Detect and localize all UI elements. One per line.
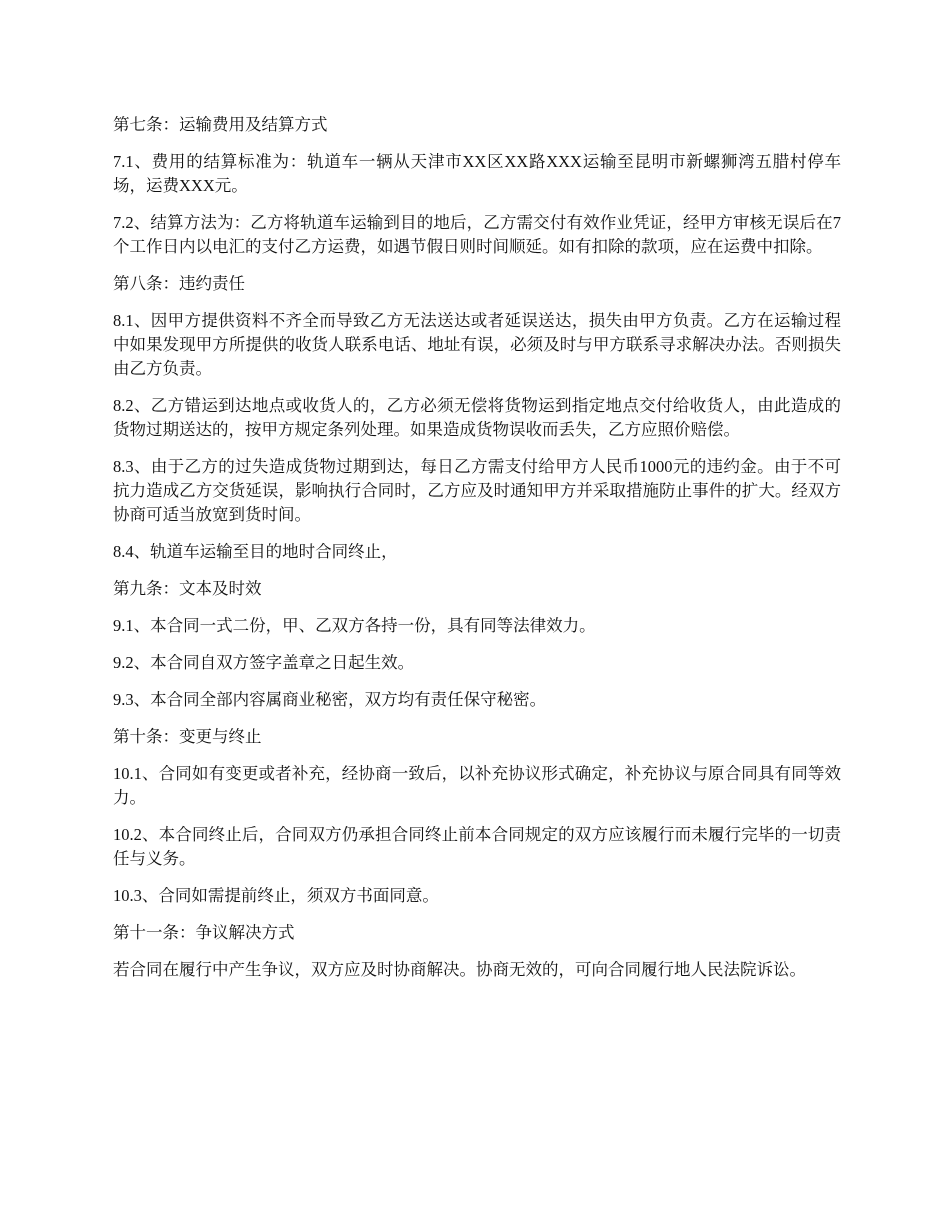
clause-9-3: 9.3、本合同全部内容属商业秘密，双方均有责任保守秘密。 [113, 690, 547, 709]
clause-10-1: 10.1、合同如有变更或者补充，经协商一致后，以补充协议形式确定，补充协议与原合同具有同等效力。 [113, 764, 841, 807]
document-page [113, 113, 841, 995]
clause-8-3: 8.3、由于乙方的过失造成货物过期到达，每日乙方需支付给甲方人民币1000元的违约金。由于不可抗力造成乙方交货延误，影响执行合同时，乙方应及时通知甲方并采取措施防止事件的扩大。经双方协商可适当放宽到货时间。 [113, 457, 841, 524]
clause-10-3: 10.3、合同如需提前终止，须双方书面同意。 [113, 886, 439, 905]
article-8-heading: 第八条：违约责任 [113, 274, 245, 293]
clause-10-2: 10.2、本合同终止后，合同双方仍承担合同终止前本合同规定的双方应该履行而未履行完毕的一切责任与义务。 [113, 825, 841, 868]
clause-8-4: 8.4、轨道车运输至目的地时合同终止， [113, 542, 398, 561]
clause-7-1: 7.1、费用的结算标准为：轨道车一辆从天津市XX区XX路XXX运输至昆明市新螺狮湾五腊村停车场，运费XXX元。 [113, 152, 841, 195]
clause-8-2: 8.2、乙方错运到达地点或收货人的，乙方必须无偿将货物运到指定地点交付给收货人，由此造成的货物过期送达的，按甲方规定条列处理。如果造成货物误收而丢失，乙方应照价赔偿。 [113, 396, 841, 439]
dispute-resolution-text: 若合同在履行中产生争议，双方应及时协商解决。协商无效的，可向合同履行地人民法院诉讼。 [113, 960, 806, 979]
article-7-heading: 第七条：运输费用及结算方式 [113, 115, 328, 134]
clause-9-1: 9.1、本合同一式二份，甲、乙双方各持一份，具有同等法律效力。 [113, 616, 596, 635]
article-9-heading: 第九条：文本及时效 [113, 579, 262, 598]
clause-8-1: 8.1、因甲方提供资料不齐全而导致乙方无法送达或者延误送达，损失由甲方负责。乙方在运输过程中如果发现甲方所提供的收货人联系电话、地址有误，必须及时与甲方联系寻求解决办法。否则损失由乙方负责。 [113, 311, 841, 378]
article-10-heading: 第十条：变更与终止 [113, 727, 262, 746]
article-11-heading: 第十一条：争议解决方式 [113, 923, 295, 942]
clause-9-2: 9.2、本合同自双方签字盖章之日起生效。 [113, 653, 415, 672]
clause-7-2: 7.2、结算方法为：乙方将轨道车运输到目的地后，乙方需交付有效作业凭证，经甲方审核无误后在7个工作日内以电汇的支付乙方运费，如遇节假日则时间顺延。如有扣除的款项，应在运费中扣除。 [113, 213, 841, 256]
